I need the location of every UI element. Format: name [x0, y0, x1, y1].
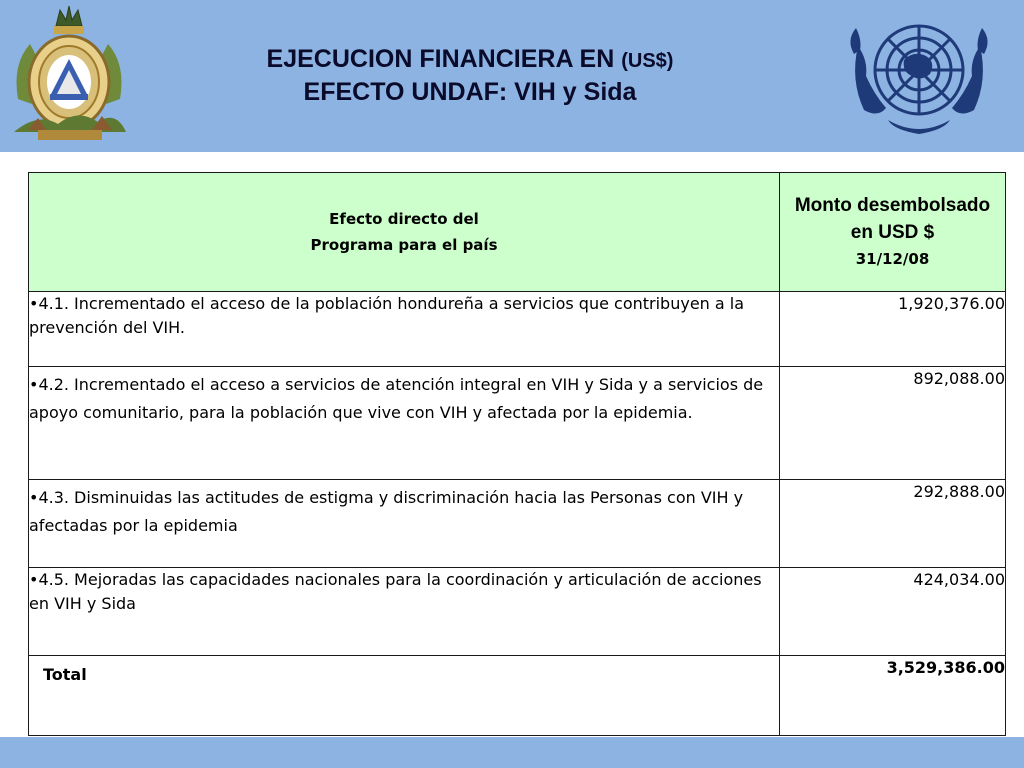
- table-row: [29, 480, 1006, 568]
- title-line-1: [190, 44, 750, 77]
- header-band: [0, 0, 1024, 152]
- header-line-2: Programa para el país: [310, 236, 498, 254]
- row-amount: 292,888.00: [780, 480, 1006, 568]
- row-description: •4.2. Incrementado el acceso a servicios de atención integral en VIH y Sida y a servicios de apoyo comunitario, para la población que vive con VIH y afectada por la epidemia.: [29, 367, 780, 480]
- title-main: EJECUCION FINANCIERA EN: [266, 45, 615, 73]
- title-line-2: EFECTO UNDAF: VIH y Sida: [303, 78, 637, 106]
- united-nations-emblem-icon: [844, 10, 994, 142]
- title-unit: (US$): [621, 50, 674, 72]
- row-description: •4.3. Disminuidas las actitudes de estigma y discriminación hacia las Personas con VIH y afectadas por la epidemia: [29, 480, 780, 568]
- financial-table: [28, 172, 1006, 736]
- row-description: •4.1. Incrementado el acceso de la población hondureña a servicios que contribuyen a la prevención del VIH.: [29, 292, 780, 367]
- row-description: •4.5. Mejoradas las capacidades nacionales para la coordinación y articulación de acciones en VIH y Sida: [29, 568, 780, 656]
- table-row: [29, 568, 1006, 656]
- column-header-amount: [780, 173, 1006, 292]
- total-label: Total: [29, 656, 780, 736]
- total-amount: 3,529,386.00: [780, 656, 1006, 736]
- table-header-row: [29, 173, 1006, 292]
- row-amount: 892,088.00: [780, 367, 1006, 480]
- footer-band: [0, 737, 1024, 768]
- table-row: [29, 292, 1006, 367]
- amount-header-label: Monto desembolsado en USD $: [794, 195, 991, 243]
- table-row: [29, 367, 1006, 480]
- header-line-1: Efecto directo del: [329, 210, 479, 228]
- row-amount: 1,920,376.00: [780, 292, 1006, 367]
- page-title: [190, 44, 750, 108]
- total-row: [29, 656, 1006, 736]
- amount-header-date: 31/12/08: [855, 250, 930, 268]
- honduras-coat-of-arms-icon: [8, 4, 130, 144]
- column-header-effect: [29, 173, 780, 292]
- row-amount: 424,034.00: [780, 568, 1006, 656]
